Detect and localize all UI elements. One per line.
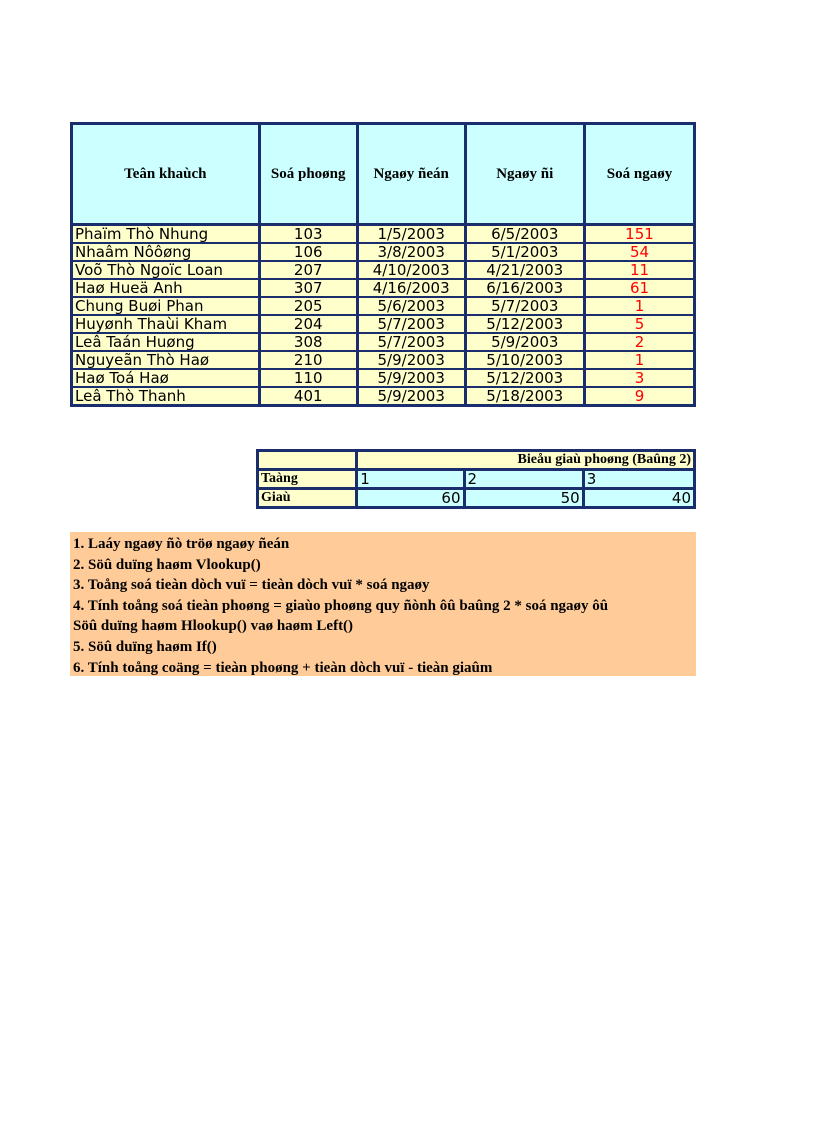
header-arrival-date[interactable]: Ngaøy ñeán (357, 124, 465, 225)
instruction-line[interactable]: 5. Söû duïng haøm If() (73, 638, 217, 655)
guest-name-cell[interactable]: Nguyeãn Thò Haø (72, 351, 260, 369)
table-row (72, 279, 695, 297)
departure-date-cell[interactable]: 6/5/2003 (465, 225, 584, 244)
room-number-cell[interactable]: 204 (259, 315, 357, 333)
table-row (72, 387, 695, 406)
arrival-date-cell[interactable]: 4/10/2003 (357, 261, 465, 279)
header-guest-name[interactable]: Teân khaùch (72, 124, 260, 225)
header-number-of-days[interactable]: Soá ngaøy (584, 124, 694, 225)
arrival-date-cell[interactable]: 5/6/2003 (357, 297, 465, 315)
guest-name-cell[interactable]: Leâ Taán Huøng (72, 333, 260, 351)
room-number-cell[interactable]: 210 (259, 351, 357, 369)
arrival-date-cell[interactable]: 4/16/2003 (357, 279, 465, 297)
guest-table-header-row (72, 124, 695, 225)
price-cell[interactable]: 50 (464, 489, 583, 508)
guest-name-cell[interactable]: Huyønh Thaùi Kham (72, 315, 260, 333)
room-price-table (256, 449, 696, 509)
price-label-cell[interactable]: Giaù (258, 489, 357, 508)
floor-cell[interactable]: 2 (464, 470, 583, 489)
guest-name-cell[interactable]: Phaïm Thò Nhung (72, 225, 260, 244)
room-number-cell[interactable]: 307 (259, 279, 357, 297)
price-cell[interactable]: 60 (357, 489, 464, 508)
arrival-date-cell[interactable]: 1/5/2003 (357, 225, 465, 244)
guest-name-cell[interactable]: Haø Toá Haø (72, 369, 260, 387)
days-cell[interactable]: 54 (584, 243, 694, 261)
table-row (72, 369, 695, 387)
arrival-date-cell[interactable]: 5/9/2003 (357, 351, 465, 369)
instruction-line[interactable]: 1. Laáy ngaøy ñò tröø ngaøy ñeán (73, 536, 290, 552)
instruction-line[interactable]: 6. Tính toång coäng = tieàn phoøng + tieàn dòch vuï - tieàn giaûm (73, 659, 493, 676)
guest-name-cell[interactable]: Haø Hueä Anh (72, 279, 260, 297)
days-cell[interactable]: 2 (584, 333, 694, 351)
days-cell[interactable]: 151 (584, 225, 694, 244)
floor-cell[interactable]: 1 (357, 470, 464, 489)
days-cell[interactable]: 1 (584, 351, 694, 369)
departure-date-cell[interactable]: 5/18/2003 (465, 387, 584, 406)
table-row (72, 243, 695, 261)
price-table-title-row (258, 451, 695, 470)
guest-name-cell[interactable]: Chung Buøi Phan (72, 297, 260, 315)
room-number-cell[interactable]: 308 (259, 333, 357, 351)
days-cell[interactable]: 5 (584, 315, 694, 333)
days-cell[interactable]: 3 (584, 369, 694, 387)
table-row (72, 297, 695, 315)
arrival-date-cell[interactable]: 5/7/2003 (357, 333, 465, 351)
table-row (72, 351, 695, 369)
departure-date-cell[interactable]: 5/7/2003 (465, 297, 584, 315)
price-table-price-row (258, 489, 695, 508)
table-row (72, 333, 695, 351)
price-cell[interactable]: 40 (583, 489, 694, 508)
room-number-cell[interactable]: 205 (259, 297, 357, 315)
arrival-date-cell[interactable]: 5/7/2003 (357, 315, 465, 333)
floor-label-cell[interactable]: Taàng (258, 470, 357, 489)
departure-date-cell[interactable]: 4/21/2003 (465, 261, 584, 279)
arrival-date-cell[interactable]: 3/8/2003 (357, 243, 465, 261)
departure-date-cell[interactable]: 5/10/2003 (465, 351, 584, 369)
days-cell[interactable]: 1 (584, 297, 694, 315)
arrival-date-cell[interactable]: 5/9/2003 (357, 369, 465, 387)
guest-name-cell[interactable]: Leâ Thò Thanh (72, 387, 260, 406)
days-cell[interactable]: 9 (584, 387, 694, 406)
guest-name-cell[interactable]: Nhaâm Nôôøng (72, 243, 260, 261)
days-cell[interactable]: 11 (584, 261, 694, 279)
guest-name-cell[interactable]: Voõ Thò Ngoïc Loan (72, 261, 260, 279)
instruction-line[interactable]: 4. Tính toång soá tieàn phoøng = giaùo phoøng quy ñònh ôû baûng 2 * soá ngaøy ôû (73, 597, 609, 614)
departure-date-cell[interactable]: 5/12/2003 (465, 369, 584, 387)
guest-table (70, 122, 696, 407)
departure-date-cell[interactable]: 6/16/2003 (465, 279, 584, 297)
days-cell[interactable]: 61 (584, 279, 694, 297)
instruction-line[interactable]: 2. Söû duïng haøm Vlookup() (73, 556, 261, 573)
header-departure-date[interactable]: Ngaøy ñi (465, 124, 584, 225)
departure-date-cell[interactable]: 5/9/2003 (465, 333, 584, 351)
table-row (72, 261, 695, 279)
instruction-line[interactable]: 3. Toång soá tieàn dòch vuï = tieàn dòch vuï * soá ngaøy (73, 577, 430, 594)
table-row (72, 225, 695, 244)
departure-date-cell[interactable]: 5/12/2003 (465, 315, 584, 333)
room-number-cell[interactable]: 110 (259, 369, 357, 387)
arrival-date-cell[interactable]: 5/9/2003 (357, 387, 465, 406)
departure-date-cell[interactable]: 5/1/2003 (465, 243, 584, 261)
room-number-cell[interactable]: 103 (259, 225, 357, 244)
header-room-number[interactable]: Soá phoøng (259, 124, 357, 225)
room-number-cell[interactable]: 207 (259, 261, 357, 279)
price-table-corner-cell[interactable] (258, 451, 357, 470)
floor-cell[interactable]: 3 (583, 470, 694, 489)
price-table-title[interactable]: Bieåu giaù phoøng (Baûng 2) (357, 451, 695, 470)
table-row (72, 315, 695, 333)
instructions-block (70, 532, 696, 676)
room-number-cell[interactable]: 401 (259, 387, 357, 406)
room-number-cell[interactable]: 106 (259, 243, 357, 261)
instruction-line[interactable]: Söû duïng haøm Hlookup() vaø haøm Left() (73, 618, 354, 635)
price-table-floor-row (258, 470, 695, 489)
